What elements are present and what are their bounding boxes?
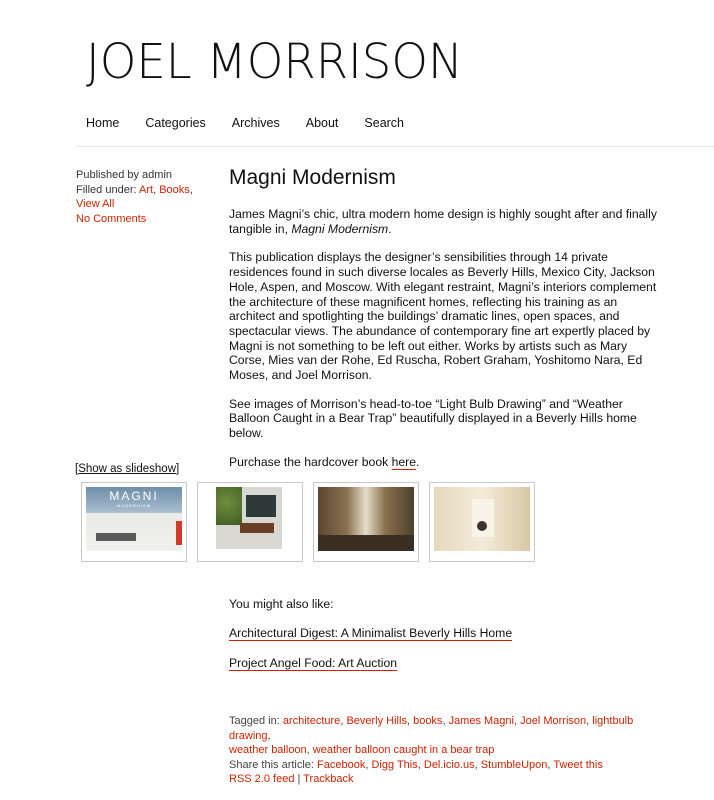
purchase-link[interactable]: here	[391, 454, 417, 469]
tag-link[interactable]: lightbulb drawing	[229, 715, 634, 742]
doorway-shape	[472, 499, 494, 537]
share-tweet-link[interactable]: Tweet this	[553, 758, 603, 771]
nav-search[interactable]: Search	[364, 116, 405, 130]
tag-link[interactable]: weather balloon caught in a bear trap	[312, 744, 495, 756]
show-slideshow-link[interactable]: Show as slideshow	[78, 463, 177, 475]
main-nav	[86, 116, 430, 130]
nav-categories[interactable]: Categories	[145, 116, 206, 130]
related-link-architectural-digest[interactable]: Architectural Digest: A Minimalist Beverly Hills Home	[229, 626, 513, 640]
view-all-link[interactable]: View All	[76, 198, 115, 210]
comments-link[interactable]: No Comments	[76, 212, 147, 225]
paragraph-intro: James Magni’s chic, ultra modern home design is highly sought after and finally tangible in, Magni Modernism.	[229, 207, 657, 236]
book-title: Magni Modernism	[291, 221, 389, 236]
nav-about[interactable]: About	[305, 116, 339, 130]
artwork-shape	[246, 495, 276, 517]
site-title[interactable]: JOEL MORRISON	[86, 34, 463, 90]
plant-shape	[216, 487, 242, 525]
share-stumbleupon-link[interactable]: StumbleUpon	[480, 758, 548, 771]
cover-red-accent	[176, 521, 182, 545]
trackback-link[interactable]: Trackback	[303, 773, 354, 785]
rss-feed-link[interactable]: RSS 2.0 feed	[229, 773, 295, 785]
paragraph-description: This publication displays the designer’s sensibilities through 14 private residences found in such diverse locales as Beverly Hills, Mexico City, Jackson Hole, Aspen, and Moscow. With elegant restraint, Magni’s interiors complement the architecture of these magnificent homes, reflecting his training as an architect and spotlighting the buildings’ dramatic lines, open spaces, and spectacular views. The abundance of contemporary fine art expertly placed by Magni is not something to be left out either. Works by artists such as Mary Corse, Mies van der Rohe, Ed Ruscha, Robert Graham, Yoshitomo Nara, Ed Moses, and Joel Morrison.	[229, 250, 657, 383]
post-content	[229, 207, 659, 484]
tag-link[interactable]: architecture	[282, 715, 341, 727]
cover-subtitle: MODERNISM	[117, 503, 151, 508]
share-delicious-link[interactable]: Del.icio.us	[423, 758, 475, 771]
share-facebook-link[interactable]: Facebook	[317, 758, 366, 771]
tags-row: Tagged in: architecture, Beverly Hills, books, James Magni, Joel Morrison, lightbulb drawing, weather balloon, weather balloon caught in a bear trap	[229, 715, 634, 756]
related-link-project-angel-food[interactable]: Project Angel Food: Art Auction	[229, 656, 398, 670]
post-footer	[229, 714, 669, 787]
intro-text: James Magni’s chic, ultra modern home design is highly sought after and finally tangible in,	[229, 207, 657, 236]
filed-under-label: Filled under:	[76, 183, 137, 196]
feed-row: RSS 2.0 feed | Trackback	[229, 773, 354, 785]
cover-sofa	[96, 533, 136, 541]
category-link-art[interactable]: Art	[139, 183, 154, 196]
thumb-image	[318, 487, 414, 551]
gallery-thumb-corridor[interactable]	[429, 482, 535, 562]
slideshow-toggle: [Show as slideshow]	[75, 463, 180, 475]
post-meta	[76, 168, 216, 226]
share-digg-link[interactable]: Digg This	[371, 758, 418, 771]
nav-divider	[76, 146, 714, 147]
nav-archives[interactable]: Archives	[231, 116, 280, 130]
related-heading: You might also like:	[229, 597, 334, 611]
filed-under: Filled under: Art, Books,	[76, 183, 193, 196]
category-link-books[interactable]: Books	[159, 183, 190, 196]
tag-link[interactable]: Joel Morrison	[520, 715, 587, 727]
paragraph-purchase: Purchase the hardcover book here.	[229, 454, 420, 469]
thumb-image	[86, 487, 182, 551]
gallery-thumbnails	[81, 482, 535, 562]
object-shape	[477, 521, 487, 531]
purchase-text: Purchase the hardcover book	[229, 454, 392, 469]
tag-link[interactable]: Beverly Hills	[346, 715, 407, 727]
tag-link[interactable]: books	[413, 715, 443, 727]
share-label: Share this article:	[229, 758, 314, 771]
tagged-label: Tagged in:	[229, 715, 280, 727]
thumb-image	[434, 487, 530, 551]
nav-home[interactable]: Home	[86, 116, 120, 130]
gallery-thumb-hallway[interactable]	[313, 482, 419, 562]
paragraph-images-note: See images of Morrison’s head-to-toe “Light Bulb Drawing” and “Weather Balloon Caught in a Bear Trap” beautifully displayed in a Beverly Hills home below.	[229, 396, 637, 441]
tag-link[interactable]: James Magni	[448, 715, 514, 727]
share-row: Share this article: Facebook, Digg This, Del.icio.us, StumbleUpon, Tweet this	[229, 758, 603, 771]
gallery-thumb-book-cover[interactable]	[81, 482, 187, 562]
post-title[interactable]: Magni Modernism	[229, 166, 396, 189]
floor-shape	[318, 535, 414, 551]
table-shape	[240, 523, 274, 533]
thumb-image	[216, 487, 282, 549]
tag-link[interactable]: weather balloon	[229, 744, 307, 756]
cover-brand: MAGNI	[109, 489, 159, 503]
published-by: Published by admin	[76, 169, 173, 181]
gallery-thumb-interior-art[interactable]	[197, 482, 303, 562]
